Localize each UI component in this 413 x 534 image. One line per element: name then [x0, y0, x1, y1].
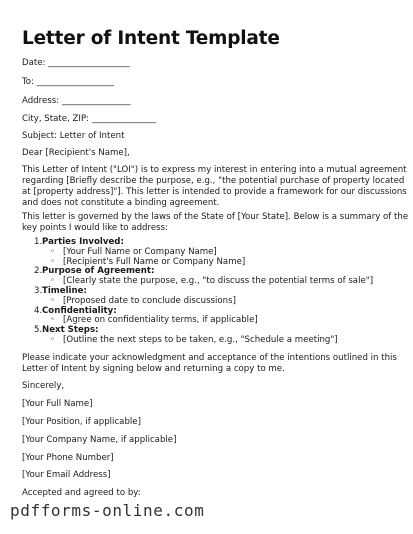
- key-point-number: 5.: [34, 325, 43, 336]
- key-point-number: 4.: [34, 305, 43, 316]
- key-point-item: ◦ [Outline the next steps to be taken, e.g., "Schedule a meeting"]: [42, 336, 373, 346]
- key-point: [22, 307, 373, 327]
- key-point-heading: Next Steps:: [42, 325, 99, 336]
- key-point-number: 2.: [34, 266, 43, 277]
- signoff: Sincerely,: [22, 381, 65, 391]
- key-point-heading: Parties Involved:: [42, 237, 124, 247]
- intro-paragraph: [22, 165, 407, 209]
- acceptance-line: Accepted and agreed to by:: [22, 488, 141, 498]
- key-point-item: ◦ [Your Full Name or Company Name]: [42, 248, 373, 258]
- governing-line: key points I would like to address:: [22, 223, 168, 233]
- governing-paragraph: [22, 212, 407, 234]
- key-point-heading: Confidentiality:: [42, 305, 117, 316]
- key-point-item: ◦ [Clearly state the purpose, e.g., "to discuss the potential terms of sale"]: [42, 277, 373, 287]
- intro-line: regarding [Briefly describe the purpose, e.g., "the potential purchase of property located: [22, 176, 405, 186]
- to-field: To: __________________: [22, 77, 115, 87]
- key-point: [22, 267, 373, 287]
- date-field: Date: ___________________: [22, 58, 130, 68]
- signature-name: [Your Full Name]: [22, 399, 93, 409]
- key-point: [22, 326, 373, 346]
- site-watermark: pdfforms-online.com: [10, 501, 205, 520]
- subject-line: Subject: Letter of Intent: [22, 131, 125, 141]
- key-point-item: ◦ [Recipient's Full Name or Company Name]: [42, 258, 373, 268]
- salutation: Dear [Recipient's Name],: [22, 148, 130, 158]
- key-point-item: ◦ [Proposed date to conclude discussions]: [42, 297, 373, 307]
- key-point-heading: Timeline:: [42, 285, 87, 296]
- intro-line: and does not constitute a binding agreement.: [22, 198, 220, 208]
- closing-paragraph: [22, 353, 407, 375]
- key-points-list: [22, 238, 373, 346]
- key-point-number: 3.: [34, 285, 43, 296]
- key-point-number: 1.: [34, 237, 43, 247]
- closing-line: Please indicate your acknowledgment and acceptance of the intentions outlined in this: [22, 353, 397, 363]
- city-state-zip-field: City, State, ZIP: _______________: [22, 114, 157, 124]
- key-point-item: ◦ [Agree on confidentiality terms, if applicable]: [42, 316, 373, 326]
- signature-company: [Your Company Name, if applicable]: [22, 435, 177, 445]
- signature-email: [Your Email Address]: [22, 470, 111, 480]
- signature-phone: [Your Phone Number]: [22, 453, 114, 463]
- signature-position: [Your Position, if applicable]: [22, 417, 141, 427]
- key-point: [22, 238, 373, 267]
- intro-line: This Letter of Intent ("LOI") is to express my interest in entering into a mutual agreement: [22, 165, 407, 175]
- key-point-heading: Purpose of Agreement:: [42, 266, 155, 277]
- governing-line: This letter is governed by the laws of the State of [Your State]. Below is a summary of the: [22, 212, 409, 222]
- document-title: Letter of Intent Template: [22, 28, 280, 49]
- closing-line: Letter of Intent by signing below and returning a copy to me.: [22, 364, 285, 374]
- key-point: [22, 287, 373, 307]
- address-field: Address: ________________: [22, 96, 131, 106]
- intro-line: at [property address]"]. This letter is intended to provide a framework for our discussions: [22, 187, 407, 197]
